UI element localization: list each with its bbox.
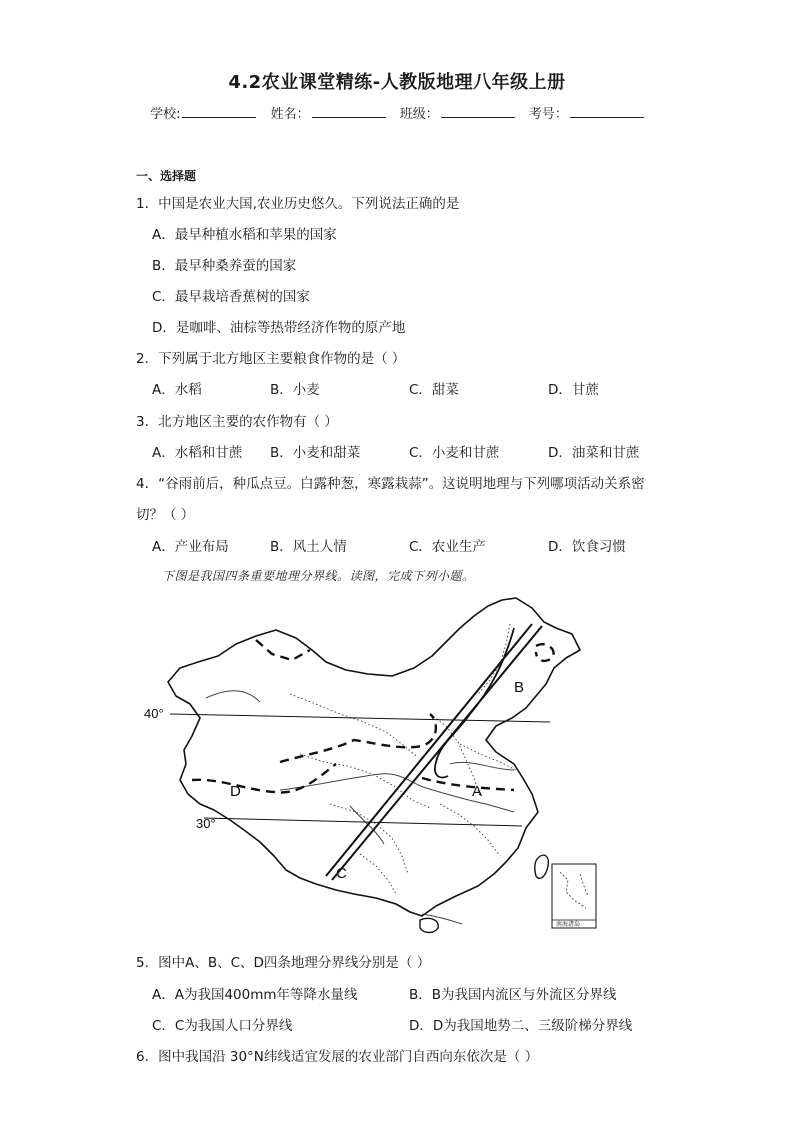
line-label-b: B <box>514 679 525 696</box>
line-label-a: A <box>472 783 483 800</box>
latitude-label-40: 40° <box>144 706 164 721</box>
school-blank[interactable] <box>182 105 256 118</box>
class-blank[interactable] <box>441 105 515 118</box>
boundary-line-c <box>326 624 542 880</box>
line-label-d: D <box>230 783 241 800</box>
question-4-stem-continued: 切？（ ） <box>136 507 195 523</box>
exam-number-blank[interactable] <box>570 105 644 118</box>
question-3-option-d[interactable]: D．油菜和甘蔗 <box>548 445 640 461</box>
question-3-option-a[interactable]: A．水稻和甘蔗 <box>152 445 243 461</box>
line-label-c: C <box>336 865 347 882</box>
question-2-option-b[interactable]: B．小麦 <box>270 382 320 398</box>
page-title: 4.2农业课堂精练-人教版地理八年级上册 <box>228 72 566 93</box>
map-svg <box>140 594 602 934</box>
country-outline <box>168 598 580 916</box>
question-1-option-d[interactable]: D．是咖啡、油棕等热带经济作物的原产地 <box>152 320 406 336</box>
boundary-line-d <box>192 764 336 793</box>
taiwan-island <box>535 855 549 878</box>
question-2-stem: 2．下列属于北方地区主要粮食作物的是（ ） <box>136 351 406 367</box>
south-china-sea-inset <box>552 864 596 928</box>
school-label: 学校: <box>150 107 181 122</box>
question-2-option-d[interactable]: D．甘蔗 <box>548 382 599 398</box>
question-4-option-c[interactable]: C．农业生产 <box>409 539 486 555</box>
question-5-option-c[interactable]: C．C为我国人口分界线 <box>152 1018 293 1034</box>
china-boundary-lines-map <box>140 594 602 934</box>
student-info-line <box>0 103 794 122</box>
name-blank[interactable] <box>312 105 386 118</box>
name-label: 姓名： <box>270 107 310 122</box>
question-3-option-b[interactable]: B．小麦和甜菜 <box>270 445 361 461</box>
question-1-option-c[interactable]: C．最早栽培香蕉树的国家 <box>152 289 310 305</box>
question-4-option-a[interactable]: A．产业布局 <box>152 539 229 555</box>
question-4-option-d[interactable]: D．饮食习惯 <box>548 539 626 555</box>
hainan-island <box>420 918 438 932</box>
question-5-option-d[interactable]: D．D为我国地势二、三级阶梯分界线 <box>409 1018 633 1034</box>
inset-label: 南海诸岛 <box>556 921 581 928</box>
question-3-option-c[interactable]: C．小麦和甘蔗 <box>409 445 500 461</box>
question-4-option-b[interactable]: B．风土人情 <box>270 539 347 555</box>
exam-number-label: 考号： <box>528 107 568 122</box>
question-1-option-a[interactable]: A．最早种植水稻和苹果的国家 <box>152 227 337 243</box>
question-2-option-c[interactable]: C．甜菜 <box>409 382 459 398</box>
question-1-option-b[interactable]: B．最早种桑养蚕的国家 <box>152 258 297 274</box>
question-3-stem: 3．北方地区主要的农作物有（ ） <box>136 414 338 430</box>
figure-caption: 下图是我国四条重要地理分界线。读图，完成下列小题。 <box>162 569 475 583</box>
class-label: 班级： <box>399 107 439 122</box>
rivers <box>206 691 514 924</box>
question-1-stem: 1．中国是农业大国,农业历史悠久。下列说法正确的是 <box>136 196 460 212</box>
boundary-line-b <box>435 628 514 777</box>
latitude-label-30: 30° <box>196 816 216 831</box>
question-4-stem: 4．“谷雨前后，种瓜点豆。白露种葱，寒露栽蒜”。这说明地理与下列哪项活动关系密 <box>136 476 645 492</box>
question-5-stem: 5．图中A、B、C、D四条地理分界线分别是（ ） <box>136 955 431 971</box>
question-6-stem: 6．图中我国沿 30°N纬线适宜发展的农业部门自西向东依次是（ ） <box>136 1049 539 1065</box>
question-5-option-a[interactable]: A．A为我国400mm年等降水量线 <box>152 987 358 1003</box>
province-boundaries <box>290 624 516 894</box>
question-5-option-b[interactable]: B．B为我国内流区与外流区分界线 <box>409 987 617 1003</box>
section-title: 一、选择题 <box>136 169 197 183</box>
question-2-option-a[interactable]: A．水稻 <box>152 382 202 398</box>
